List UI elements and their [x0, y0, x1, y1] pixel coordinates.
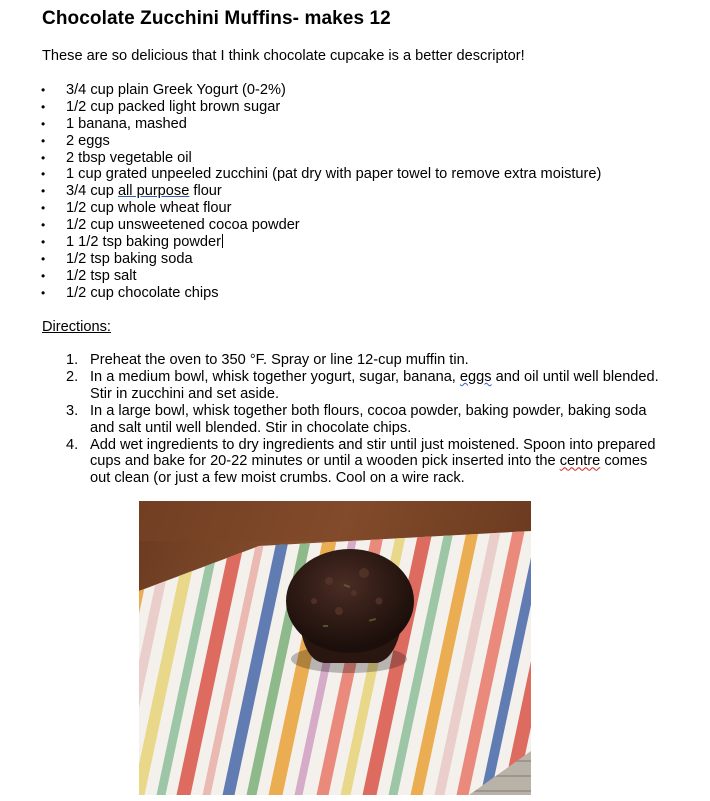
- muffin-photo: [139, 501, 531, 795]
- bullet-icon: •: [41, 218, 46, 233]
- list-item: 3. In a large bowl, whisk together both flours, cocoa powder, baking powder, baking soda and salt until well blended. Stir in chocolate chips.: [66, 402, 647, 436]
- bullet-icon: •: [41, 116, 46, 131]
- list-item: 2. In a medium bowl, whisk together yogurt, sugar, banana, eggs and oil until well blended. Stir in zucchini and set aside.: [66, 368, 659, 402]
- list-item: 1. Preheat the oven to 350 °F. Spray or line 12-cup muffin tin.: [66, 352, 469, 368]
- text-cursor: [222, 234, 223, 248]
- grammar-flagged-text[interactable]: all purpose: [117, 183, 190, 200]
- step-number: 4.: [66, 436, 79, 453]
- bullet-icon: •: [41, 99, 46, 114]
- bullet-icon: •: [41, 268, 46, 283]
- bullet-icon: •: [41, 167, 46, 182]
- bullet-icon: •: [41, 201, 46, 216]
- bullet-icon: •: [41, 150, 46, 165]
- muffin-photo-illustration: [139, 501, 531, 795]
- bullet-icon: •: [41, 235, 46, 250]
- document-page: Chocolate Zucchini Muffins- makes 12 These are so delicious that I think chocolate cupcake is a better descriptor! • 3/4 cup plain Greek Yogurt (0-2%) • 1/2 cup packed light brown sugar • 1 banana, mashed • 2 eggs • 2 tbsp vegetable oil • 1 cup grated unpeeled zucchini (pat dry with paper towel to remove extra moisture) • 3/4 cup all purpose flour • 1/2 cup whole wheat flour • 1/2 cup unsweetened cocoa powder • 1 1/2 tsp baking powder • 1/2 tsp baking soda • 1/2 tsp salt • 1/2 cup chocolate chips Directions: 1. Preheat the oven to 350 °F. Spray or line 12-cup muffin tin. 2. In a medium bowl, whisk together yogurt, sugar, banana, eggs and oil until well blended. Stir in zucchini and set aside. 3. In a large bowl, whisk together both flours, cocoa powder, baking powder, baking soda and salt until well blended. Stir in chocolate chips. 4. Add wet ingredients to dry ingredients and stir until just moistened. Spoon into prepared cups and bake for 20-22 minutes or until a wooden pick inserted into the centre comes out clean (or just a few moist crumbs. Cool on a wire rack.: [0, 0, 710, 801]
- grammar-flagged-text[interactable]: eggs: [459, 368, 492, 385]
- directions-list: [0, 352, 680, 487]
- bullet-icon: •: [41, 133, 46, 148]
- list-item: 4. Add wet ingredients to dry ingredients and stir until just moistened. Spoon into prepared cups and bake for 20-22 minutes or until a wooden pick inserted into the centre comes out clean (or just a few moist crumbs. Cool on a wire rack.: [66, 436, 656, 487]
- step-number: 3.: [66, 402, 79, 419]
- muffin-top: [286, 549, 414, 653]
- bullet-icon: •: [41, 251, 46, 266]
- recipe-intro: These are so delicious that I think chocolate cupcake is a better descriptor!: [42, 48, 525, 64]
- bullet-icon: •: [41, 83, 46, 97]
- bullet-icon: •: [41, 184, 46, 199]
- step-number: 1.: [66, 352, 79, 368]
- bullet-icon: •: [41, 285, 46, 300]
- spelling-flagged-text[interactable]: centre: [559, 453, 601, 470]
- directions-heading: Directions:: [42, 319, 111, 335]
- recipe-title: Chocolate Zucchini Muffins- makes 12: [42, 8, 391, 29]
- step-number: 2.: [66, 368, 79, 385]
